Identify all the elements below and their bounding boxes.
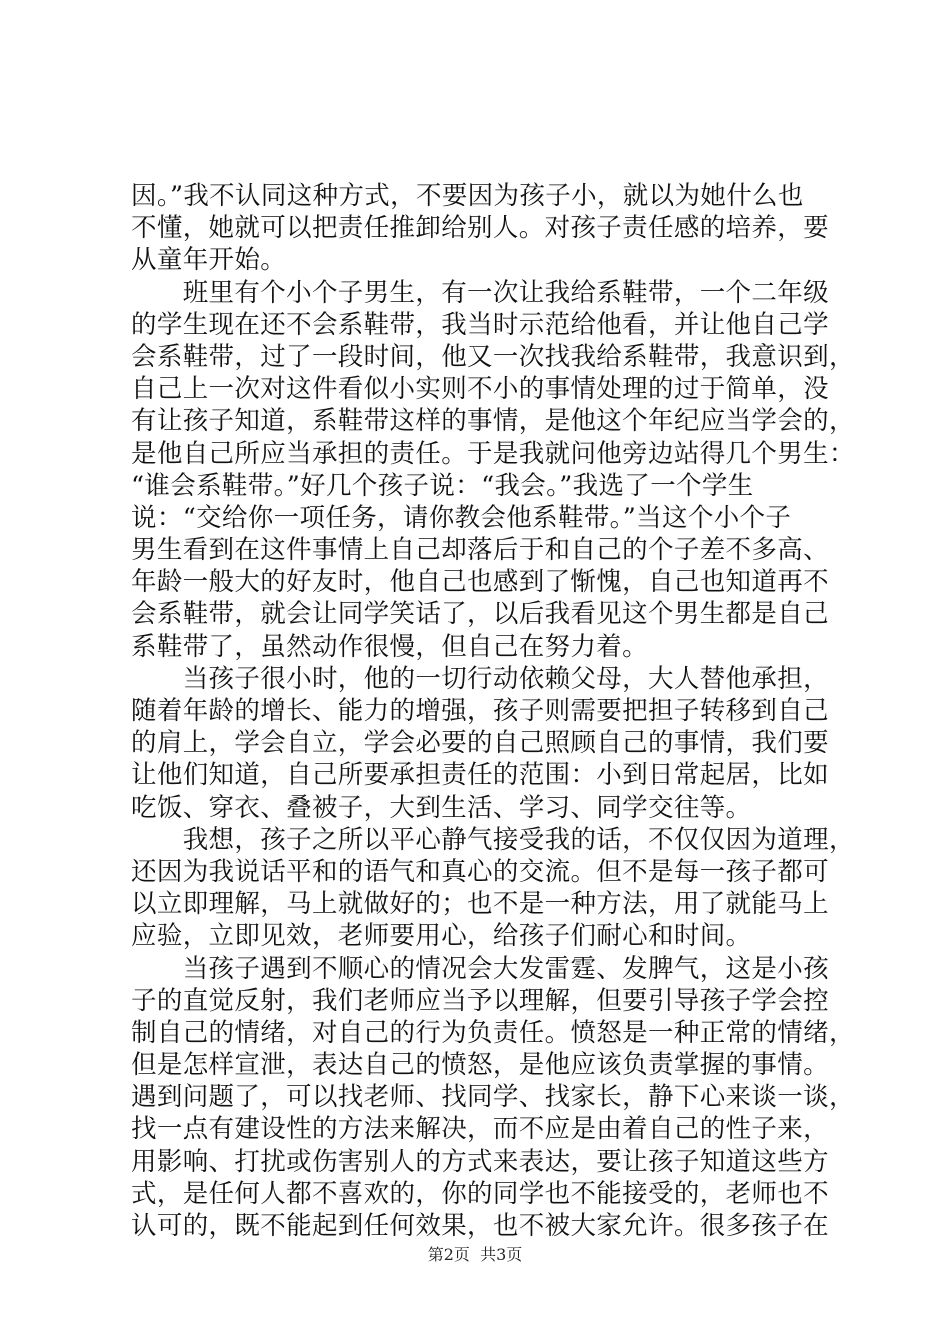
text-line: 会系鞋带，过了一段时间，他又一次找我给系鞋带，我意识到，: [131, 341, 855, 372]
text-line: 用影响、打扰或伤害别人的方式来表达，要让孩子知道这些方: [131, 1146, 829, 1177]
text-line: 子的直觉反射，我们老师应当予以理解，但要引导孩子学会控: [131, 985, 829, 1016]
text-line: 当孩子遇到不顺心的情况会大发雷霆、发脾气，这是小孩: [131, 953, 829, 984]
text-line: 说：“交给你一项任务，请你教会他系鞋带。”当这个小个子: [131, 502, 792, 533]
text-line: 制自己的情绪，对自己的行为负责任。愤怒是一种正常的情绪，: [131, 1017, 855, 1048]
text-line: 以立即理解，马上就做好的；也不是一种方法，用了就能马上: [131, 889, 829, 920]
text-line: 的学生现在还不会系鞋带，我当时示范给他看，并让他自己学: [131, 309, 829, 340]
text-line: 不懂，她就可以把责任推卸给别人。对孩子责任感的培养，要: [131, 213, 829, 244]
text-line: 因。”我不认同这种方式，不要因为孩子小，就以为她什么也: [131, 181, 804, 211]
text-line: 还因为我说话平和的语气和真心的交流。但不是每一孩子都可: [131, 856, 829, 887]
text-line: 当孩子很小时，他的一切行动依赖父母，大人替他承担，: [131, 663, 829, 694]
body-text: [131, 180, 855, 1242]
text-line: 吃饭、穿衣、叠被子，大到生活、学习、同学交往等。: [131, 792, 752, 823]
text-line: 式，是任何人都不喜欢的，你的同学也不能接受的，老师也不: [131, 1178, 829, 1209]
text-line: 班里有个小个子男生，有一次让我给系鞋带，一个二年级: [131, 277, 829, 308]
text-line: 从童年开始。: [131, 245, 287, 276]
text-line: 找一点有建设性的方法来解决，而不应是由着自己的性子来，: [131, 1114, 829, 1145]
page-number-footer: 第2页 共3页: [427, 1245, 523, 1264]
text-line: 的肩上，学会自立，学会必要的自己照顾自己的事情，我们要: [131, 728, 829, 759]
text-line: 会系鞋带，就会让同学笑话了，以后我看见这个男生都是自己: [131, 599, 829, 630]
text-line: 年龄一般大的好友时，他自己也感到了惭愧，自己也知道再不: [131, 567, 829, 598]
text-line: 应验，立即见效，老师要用心，给孩子们耐心和时间。: [131, 921, 752, 952]
text-line: 自己上一次对这件看似小实则不小的事情处理的过于简单，没: [131, 374, 829, 405]
text-line: 有让孩子知道，系鞋带这样的事情，是他这个年纪应当学会的，: [131, 406, 855, 437]
text-line: 男生看到在这件事情上自己却落后于和自己的个子差不多高、: [131, 535, 829, 566]
text-line: 遇到问题了，可以找老师、找同学、找家长，静下心来谈一谈，: [131, 1082, 855, 1113]
text-line: 是他自己所应当承担的责任。于是我就问他旁边站得几个男生：: [131, 438, 855, 469]
text-line: 但是怎样宣泄，表达自己的愤怒，是他应该负责掌握的事情。: [131, 1050, 829, 1081]
text-line: 我想，孩子之所以平心静气接受我的话，不仅仅因为道理，: [131, 824, 855, 855]
text-line: 让他们知道，自己所要承担责任的范围：小到日常起居，比如: [131, 760, 829, 791]
text-line: 随着年龄的增长、能力的增强，孩子则需要把担子转移到自己: [131, 696, 829, 726]
text-line: “谁会系鞋带。”好几个孩子说：“我会。”我选了一个学生: [131, 470, 754, 501]
text-line: 系鞋带了，虽然动作很慢，但自己在努力着。: [131, 631, 649, 662]
text-line: 认可的，既不能起到任何效果，也不被大家允许。很多孩子在: [131, 1211, 829, 1241]
